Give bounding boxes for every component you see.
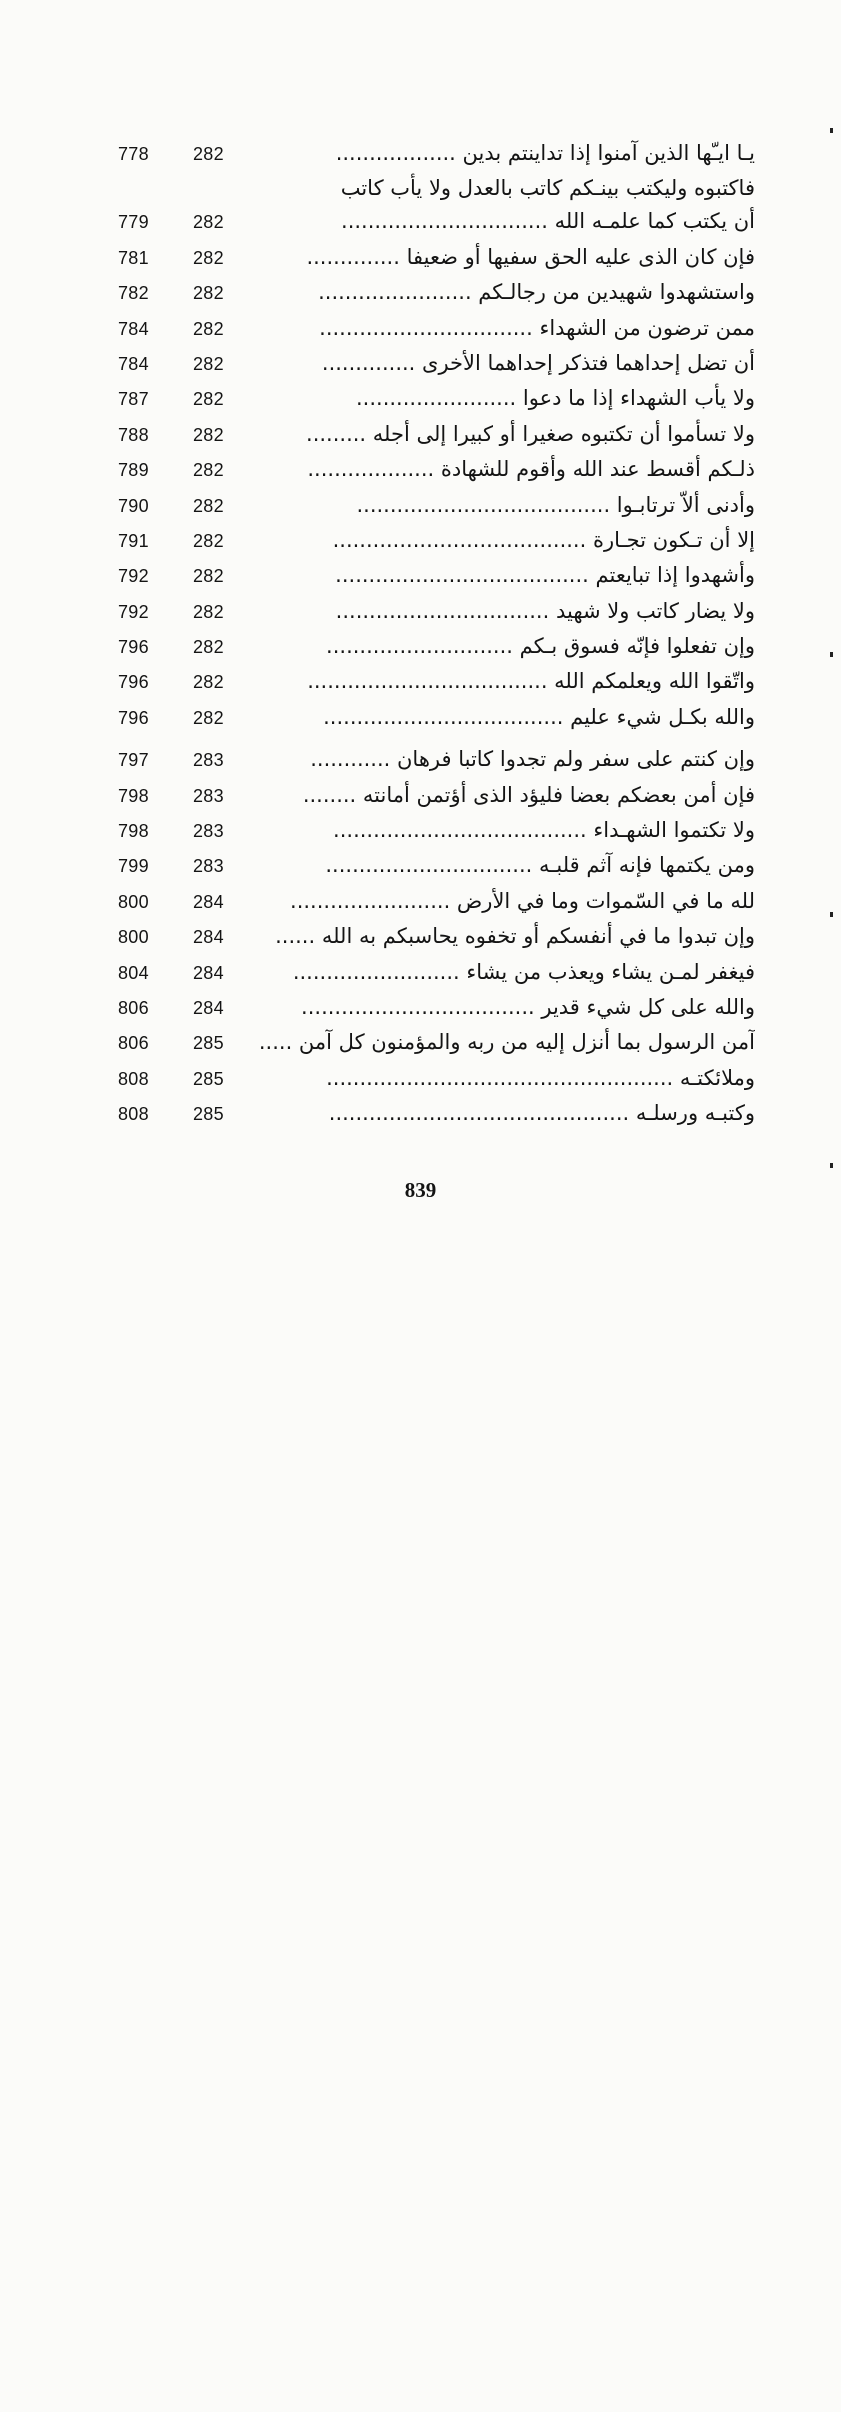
- page-reference: 282: [193, 566, 224, 587]
- verse-text: والله على كل شيء قدير ...................................: [301, 994, 755, 1019]
- index-row: [0, 346, 841, 381]
- index-row: [0, 848, 841, 883]
- index-row: [0, 884, 841, 919]
- entry-number: 792: [118, 566, 149, 587]
- index-row: [0, 1096, 841, 1131]
- page-reference: 282: [193, 283, 224, 304]
- verse-index-list: [0, 136, 841, 1132]
- page-reference: 284: [193, 927, 224, 948]
- verse-text: فإن كان الذى عليه الحق سفيها أو ضعيفا ..............: [306, 244, 755, 269]
- entry-number: 784: [118, 318, 149, 339]
- verse-text: آمن الرسول بما أنزل إليه من ربه والمؤمنون كل آمن .....: [258, 1030, 755, 1055]
- edge-mark: [830, 652, 833, 657]
- entry-number: 800: [118, 891, 149, 912]
- verse-text: وإن تبدوا ما في أنفسكم أو تخفوه يحاسبكم به الله ......: [275, 924, 755, 949]
- entry-number: 804: [118, 962, 149, 983]
- index-row: [0, 955, 841, 990]
- entry-number: 788: [118, 424, 149, 445]
- page-reference: 282: [193, 495, 224, 516]
- verse-text: وأشهدوا إذا تبايعتم ......................................: [335, 563, 755, 588]
- entry-number: 778: [118, 144, 149, 164]
- index-row: [0, 240, 841, 275]
- verse-text: وملائكتـه ....................................................: [326, 1065, 755, 1090]
- verse-text: وإن تفعلوا فإنّه فسوق بـكم ............................: [326, 634, 755, 659]
- verse-text: ذلـكم أقسط عند الله وأقوم للشهادة ...................: [307, 457, 755, 482]
- verse-text: وأدنى ألاّ ترتابـوا ......................................: [356, 492, 755, 517]
- page-reference: 282: [193, 637, 224, 658]
- entry-number: 796: [118, 637, 149, 658]
- page-reference: 282: [193, 530, 224, 551]
- index-row: [0, 990, 841, 1025]
- index-row: [0, 311, 841, 346]
- page-reference: 282: [193, 672, 224, 693]
- index-row: [0, 919, 841, 954]
- verse-text: ولا تسأموا أن تكتبوه صغيرا أو كبيرا إلى أجله .........: [306, 421, 755, 446]
- entry-number: 790: [118, 495, 149, 516]
- entry-number: 784: [118, 353, 149, 374]
- index-row: [0, 700, 841, 735]
- entry-number: 806: [118, 997, 149, 1018]
- page-reference: 282: [193, 460, 224, 481]
- verse-text: فيغفر لمـن يشاء ويعذب من يشاء .........................: [292, 959, 755, 984]
- entry-number: 791: [118, 530, 149, 551]
- page-reference: 284: [193, 997, 224, 1018]
- index-row: [0, 742, 841, 777]
- verse-text: أن يكتب كما علمـه الله ...............................: [341, 209, 755, 234]
- index-row: [0, 1025, 841, 1060]
- verse-text: وكتبـه ورسلـه .............................................: [328, 1101, 755, 1126]
- page-reference: 282: [193, 353, 224, 374]
- entry-number: 782: [118, 283, 149, 304]
- index-row: [0, 381, 841, 416]
- verse-text: ولا يأب الشهداء إذا ما دعوا ........................: [356, 386, 755, 411]
- index-row: [0, 204, 841, 239]
- verse-text: لله ما في السّموات وما في الأرض ........................: [290, 888, 755, 913]
- entry-number: 792: [118, 601, 149, 622]
- entry-number: 779: [118, 212, 149, 233]
- verse-text: ولا تكتموا الشهـداء ......................................: [333, 818, 755, 843]
- page-reference: 283: [193, 750, 224, 771]
- verse-text: يـا ايـّها الذين آمنوا إذا تداينتم بدين ..................: [335, 141, 755, 165]
- verse-text: ممن ترضون من الشهداء ................................: [319, 315, 755, 340]
- verse-text: أن تضل إحداهما فتذكر إحداهما الأخرى ..............: [321, 350, 755, 375]
- index-row: [0, 813, 841, 848]
- index-row: [0, 558, 841, 593]
- entry-number: 781: [118, 247, 149, 268]
- index-row: [0, 629, 841, 664]
- entry-number: 798: [118, 821, 149, 842]
- verse-text: فإن أمن بعضكم بعضا فليؤد الذى أؤتمن أمانته ........: [302, 782, 755, 807]
- page-reference: 282: [193, 144, 224, 164]
- page-reference: 282: [193, 424, 224, 445]
- page-reference: 283: [193, 856, 224, 877]
- entry-number: 806: [118, 1033, 149, 1054]
- index-row: [0, 523, 841, 558]
- verse-text: ومن يكتمها فإنه آثم قلبـه ...............................: [325, 853, 755, 878]
- verse-text: واتّقوا الله ويعلمكم الله ....................................: [307, 669, 755, 694]
- page-reference: 285: [193, 1104, 224, 1125]
- index-row: [0, 1061, 841, 1096]
- entry-number: 796: [118, 707, 149, 728]
- entry-number: 797: [118, 750, 149, 771]
- index-row: [0, 778, 841, 813]
- entry-number: 787: [118, 389, 149, 410]
- page-reference: 282: [193, 389, 224, 410]
- page-reference: 283: [193, 821, 224, 842]
- verse-text: فاكتبوه وليكتب بينـكم كاتب بالعدل ولا يأب كاتب: [340, 176, 755, 201]
- page-reference: 282: [193, 707, 224, 728]
- page-reference: 282: [193, 601, 224, 622]
- page-reference: 283: [193, 785, 224, 806]
- entry-number: 800: [118, 927, 149, 948]
- index-row: [0, 452, 841, 487]
- page-reference: 282: [193, 212, 224, 233]
- index-row: [0, 594, 841, 629]
- entry-number: 808: [118, 1104, 149, 1125]
- verse-text: واستشهدوا شهيدين من رجالـكم .......................: [318, 280, 755, 305]
- entry-number: 796: [118, 672, 149, 693]
- page-reference: 282: [193, 247, 224, 268]
- page-number: 839: [404, 1178, 437, 1202]
- page-reference: 284: [193, 891, 224, 912]
- verse-text: ولا يضار كاتب ولا شهيد ................................: [335, 598, 755, 623]
- index-row: [0, 417, 841, 452]
- index-row: [0, 275, 841, 310]
- edge-mark: [830, 128, 833, 133]
- page-reference: 285: [193, 1068, 224, 1089]
- index-row: [0, 171, 841, 204]
- verse-text: والله بكـل شيء عليم ....................................: [323, 704, 755, 729]
- edge-mark: [830, 912, 833, 917]
- page-reference: 282: [193, 318, 224, 339]
- entry-number: 808: [118, 1068, 149, 1089]
- entry-number: 799: [118, 856, 149, 877]
- index-row: [0, 136, 841, 171]
- edge-mark: [830, 1163, 833, 1168]
- index-row: [0, 664, 841, 699]
- index-row: [0, 488, 841, 523]
- page-reference: 284: [193, 962, 224, 983]
- entry-number: 789: [118, 460, 149, 481]
- verse-text: وإن كنتم على سفر ولم تجدوا كاتبا فرهان ............: [310, 747, 755, 772]
- entry-number: 798: [118, 785, 149, 806]
- verse-text: إلا أن تـكون تجـارة ......................................: [332, 527, 755, 552]
- page-reference: 285: [193, 1033, 224, 1054]
